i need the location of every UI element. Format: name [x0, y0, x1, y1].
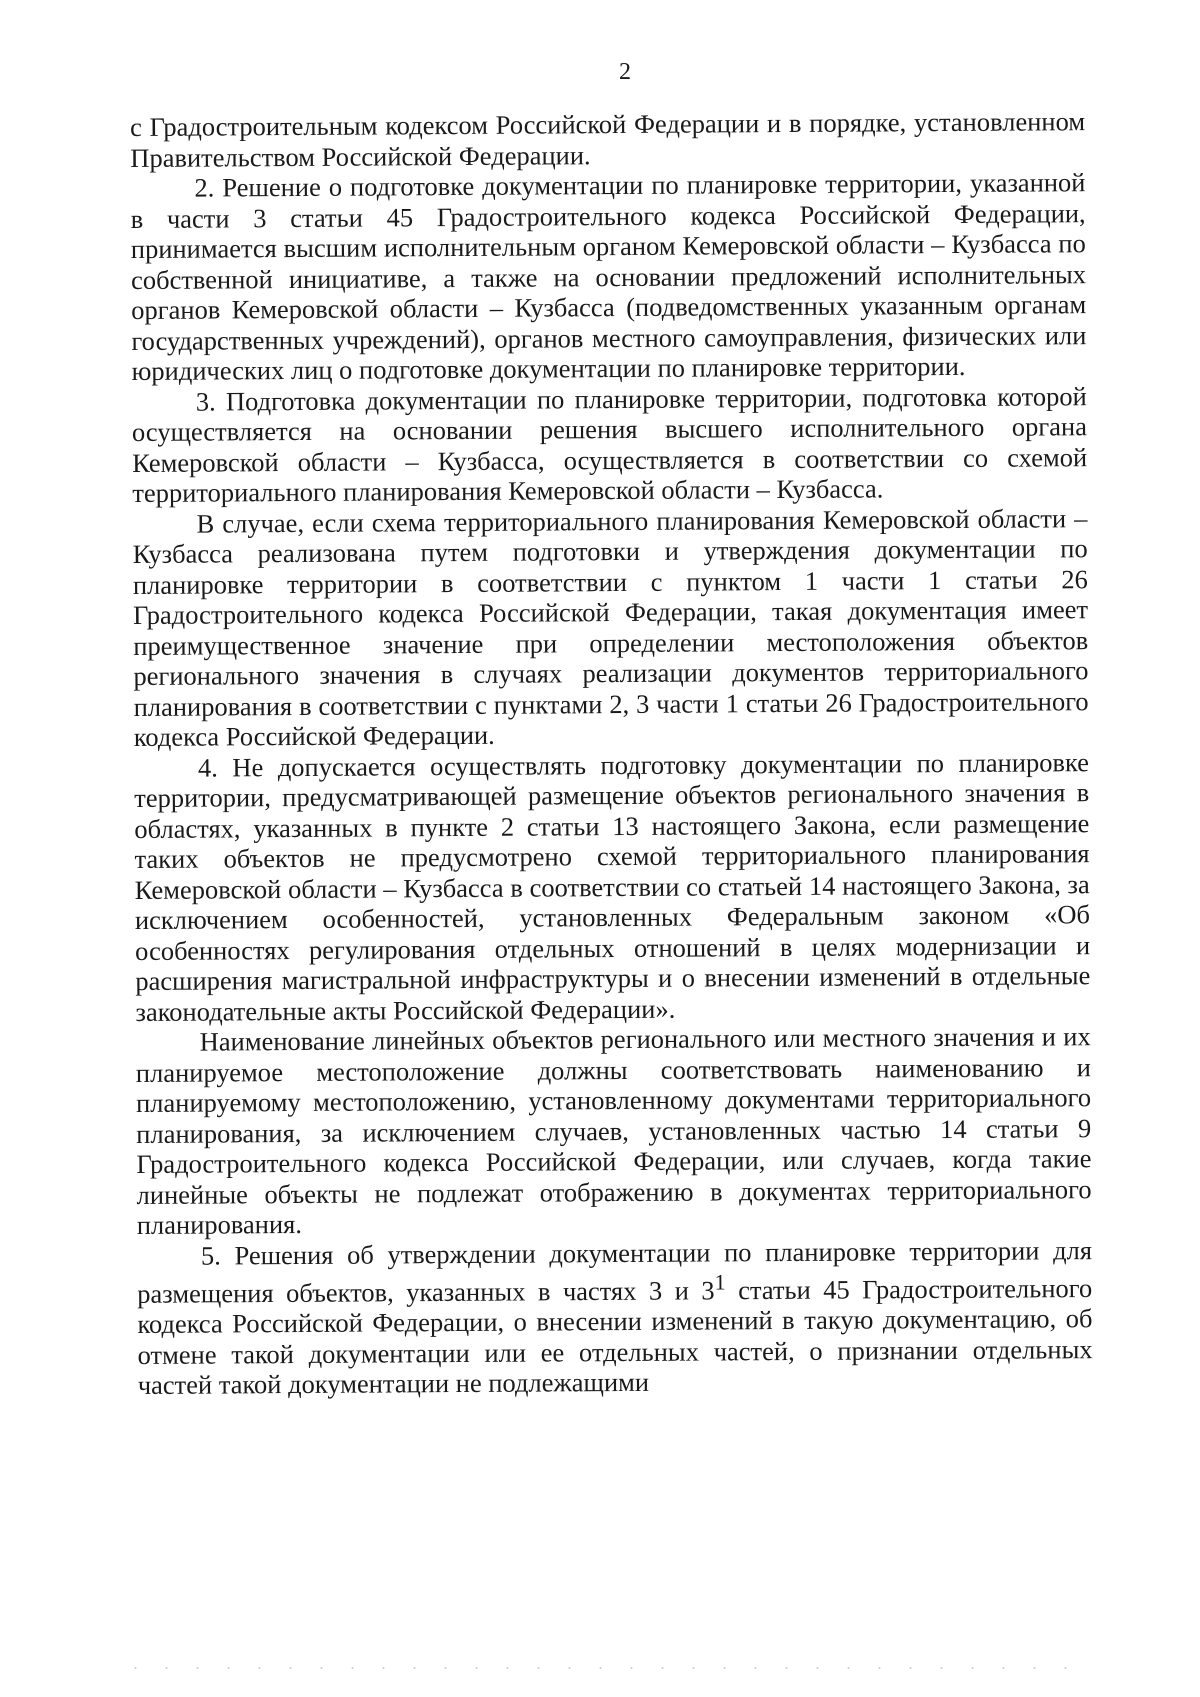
paragraph-continuation: с Градостроительным кодексом Российской Федерации и в порядке, установленном Правительством Российской Федерации. — [130, 106, 1086, 173]
paragraph-item-3-case: В случае, если схема территориального планирования Кемеровской области – Кузбасса реализована путем подготовки и утверждения документации по планировке территории в соответствии с пунктом 1 части 1 статьи 26 Градостроительного кодекса Российской Федерации, такая документация имеет преимущественное значение при определении местоположения объектов регионального значения в случаях реализации документов территориального планирования в соответствии с пунктами 2, 3 части 1 статьи 26 Градостроительного кодекса Российской Федерации. — [132, 502, 1089, 752]
scan-artifact-dots — [120, 1665, 1080, 1671]
paragraph-linear-objects: Наименование линейных объектов регионального или местного значения и их планируемое местоположение должны соответствовать наименованию и планируемому местоположению, установленному документами территориального планирования, за исключением случаев, установленных частью 14 статьи 9 Градостроительного кодекса Российской Федерации, или случаев, когда такие линейные объекты не подлежат отображению в документах территориального планирования. — [135, 1021, 1092, 1240]
paragraph-item-5-superscript: 1 — [714, 1269, 726, 1295]
paragraph-item-4: 4. Не допускается осуществлять подготовку документации по планировке территории, предусматривающей размещение объектов регионального значения в областях, указанных в пункте 2 статьи 13 настоящего Закона, если размещение таких объектов не предусмотрено схемой территориального планирования Кемеровской области – Кузбасса в соответствии со статьей 14 настоящего Закона, за исключением особенностей, установленных Федеральным законом «Об особенностях регулирования отдельных отношений в целях модернизации и расширения магистральной инфраструктуры и о внесении изменений в отдельные законодательные акты Российской Федерации». — [134, 746, 1091, 1027]
paragraph-item-2: 2. Решение о подготовке документации по планировке территории, указанной в части 3 статьи 45 Градостроительного кодекса Российской Федерации, принимается высшим исполнительным органом Кемеровской области – Кузбасса по собственной инициативе, а также на основании предложений исполнительных органов Кемеровской области – Кузбасса (подведомственных указанным органам государственных учреждений), органов местного самоуправления, физических или юридических лиц о подготовке документации по планировке территории. — [130, 167, 1087, 386]
page-number: 2 — [619, 59, 631, 85]
paragraph-item-5-text-after: статьи 45 Градостроительного кодекса Российской Федерации, о внесении изменений в такую документацию, об отмене такой документации или ее отдельных частей, о признании отдельных частей такой документации не подлежащими — [137, 1272, 1093, 1401]
paragraph-item-3: 3. Подготовка документации по планировке территории, подготовка которой осуществляется на основании решения высшего исполнительного органа Кемеровской области – Кузбасса, осуществляется в соответствии со схемой территориального планирования Кемеровской области – Кузбасса. — [131, 380, 1088, 508]
paragraph-item-5 — [137, 1235, 1093, 1401]
document-body — [130, 106, 1093, 1401]
paragraph-item-5-text-before: 5. Решения об утверждении документации по планировке территории для размещения объектов, указанных в частях 3 и 3 — [137, 1234, 1093, 1309]
